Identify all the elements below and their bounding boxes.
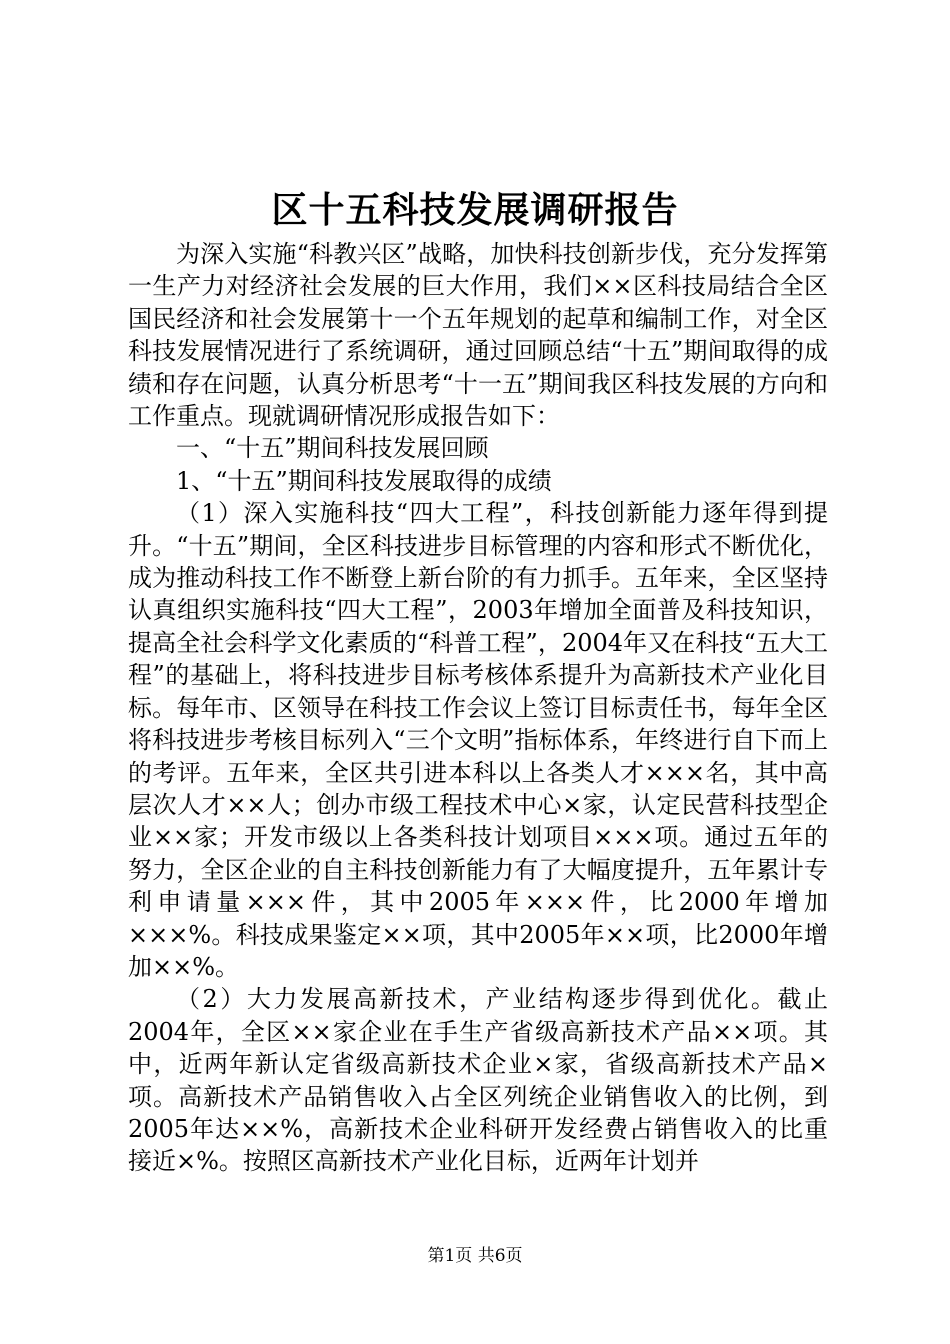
document-title: 区十五科技发展调研报告 <box>271 189 679 231</box>
document-body <box>128 238 828 1178</box>
subsection-heading-1: 1、“十五”期间科技发展取得的成绩 <box>176 466 552 495</box>
page-number-footer: 第1页 共6页 <box>427 1246 523 1266</box>
body-paragraph-2: （2）大力发展高新技术，产业结构逐步得到优化。截止2004年，全区××家企业在手生产省级高新技术产品××项。其中，近两年新认定省级高新技术企业×家，省级高新技术产品×项。高新技术产品销售收入占全区列统企业销售收入的比例，到2005年达××%，高新技术企业科研开发经费占销售收入的比重接近×%。按照区高新技术产业化目标，近两年计划并 <box>128 985 828 1176</box>
body-paragraph-1: （1）深入实施科技“四大工程”，科技创新能力逐年得到提升。“十五”期间，全区科技进步目标管理的内容和形式不断优化，成为推动科技工作不断登上新台阶的有力抓手。五年来，全区坚持认真组织实施科技“四大工程”，2003年增加全面普及科技知识，提高全社会科学文化素质的“科普工程”，2004年又在科技“五大工程”的基础上，将科技进步目标考核体系提升为高新技术产业化目标。每年市、区领导在科技工作会议上签订目标责任书，每年全区将科技进步考核目标列入“三个文明”指标体系，年终进行自下而上的考评。五年来，全区共引进本科以上各类人才×××名，其中高层次人才××人；创办市级工程技术中心×家，认定民营科技型企业××家；开发市级以上各类科技计划项目×××项。通过五年的努力，全区企业的自主科技创新能力有了大幅度提升，五年累计专利申请量×××件，其中2005年×××件，比2000年增加×××%。科技成果鉴定××项，其中2005年××项，比2000年增加××%。 <box>128 499 828 981</box>
section-heading-1: 一、“十五”期间科技发展回顾 <box>176 434 489 463</box>
intro-paragraph: 为深入实施“科教兴区”战略，加快科技创新步伐，充分发挥第一生产力对经济社会发展的巨大作用，我们××区科技局结合全区国民经济和社会发展第十一个五年规划的起草和编制工作，对全区科技发展情况进行了系统调研，通过回顾总结“十五”期间取得的成绩和存在问题，认真分析思考“十一五”期间我区科技发展的方向和工作重点。现就调研情况形成报告如下： <box>128 240 828 431</box>
